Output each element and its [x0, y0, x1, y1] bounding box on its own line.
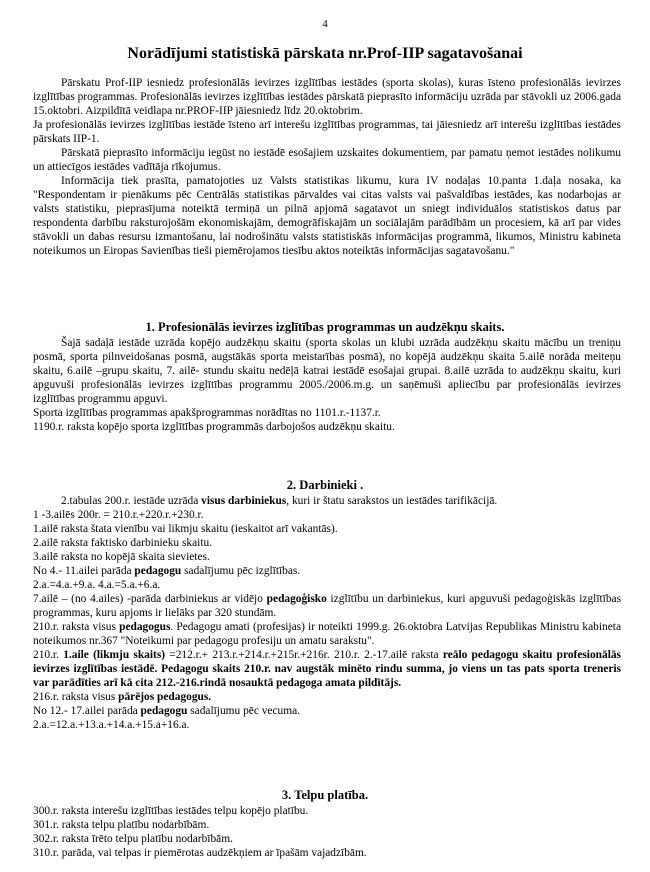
bold-run: visus darbiniekus [201, 495, 287, 507]
text-run: 210.r. [33, 649, 64, 661]
section-2-line-2: 1 -3.ailēs 200r. = 210.r.+220.r.+230.r. [33, 509, 204, 521]
section-2-line-12 [33, 704, 621, 718]
section-1-line-2: Sporta izglītības programmas apakšprogrammas norādītas no 1101.r.-1137.r. [33, 407, 381, 419]
section-3-heading: 3. Telpu platība. [281, 788, 369, 802]
bold-run: reālo pedagogu skaitu profesionālās ievirzes izglītības iestādē. Pedagogu skaits 210.r. nav augstāk minēto rindu summa, jo viens un tas pats sporta treneris var parādīties arī kā cita 212.-216.rindā nosauktā pedagoga amata pildītājs. [33, 649, 621, 689]
text-run: , kuri ir štatu sarakstos un iestādes tarifikācijā. [286, 495, 498, 507]
section-2-line-10 [33, 648, 621, 690]
text-run: 7.ailē – (no 4.ailes) -parāda darbiniekus ar vidējo [33, 593, 267, 605]
section-2-line-3: 1.ailē raksta štata vienību vai likmju skaitu (ieskaitot arī vakantās). [33, 523, 338, 535]
section-2-body [33, 494, 621, 732]
section-1-heading: 1. Profesionālās ievirzes izglītības programmas un audzēkņu skaits. [145, 320, 505, 334]
section-1-line-3: 1190.r. raksta kopējo sporta izglītības programmās darbojošos audzēkņu skaitu. [33, 421, 395, 433]
section-2-line-5: 3.ailē raksta no kopējā skaita sievietes. [33, 551, 210, 563]
section-3-line-4: 310.r. parāda, vai telpas ir piemērotas audzēkņiem ar īpašām vajadzībām. [33, 847, 367, 859]
intro-paragraph-4: Informācija tiek prasīta, pamatojoties uz Valsts statistikas likumu, kura IV nodaļas 10.panta 1.daļa nosaka, ka "Respondentam ir pienākums pēc Centrālās statistikas pārvaldes vai citas valsts vai pašvaldības iestādes, kas nodarbojas ar valsts statistiku, pieprasījuma noteiktā termiņā un pilnā apjomā sagatavot un sniegt individuālos statistiskos datus par respondenta darbību raksturojošām ekonomiskajām, demogrāfiskajām un sociālajām parādībām un procesiem, kā arī par vides stāvokli un dabas resursu izmantošanu, lai nodrošinātu valsts statistiskās informācijas programmā, likumos, Ministru kabineta noteikumos un Eiropas Savienības tieši piemērojamos tiesību aktos noteiktās informācijas sagatavošanu." [33, 175, 621, 257]
section-1-body [33, 336, 621, 434]
text-run: No 12.- 17.ailei parāda [33, 705, 141, 717]
text-run: . Pedagogu amati (profesijas) ir noteikti 1999.g. 26.oktobra Latvijas Republikas Ministru kabineta noteikumos nr.367 "Noteikumi par pedagogu profesiju un amatu sarakstu". [33, 621, 622, 647]
text-run: 216.r. raksta visus [33, 691, 119, 703]
bold-run: pedagogu [134, 565, 182, 577]
bold-run: pārējos pedagogus. [118, 691, 212, 703]
section-2-line-7: 2.a.=4.a.+9.a. 4.a.=5.a.+6.a. [33, 579, 161, 591]
text-run: No 4.- 11.ailei parāda [33, 565, 135, 577]
bold-run: pedagogu [140, 705, 188, 717]
text-run: 210.r. raksta visus [33, 621, 120, 633]
text-run: 2.tabulas 200.r. iestāde uzrāda [61, 495, 202, 507]
section-3-line-3: 302.r. raksta īrēto telpu platību nodarbībām. [33, 833, 233, 845]
section-2-line-13: 2.a.=12.a.+13.a.+14.a.+15.a+16.a. [33, 719, 190, 731]
intro-paragraph-1: Pārskatu Prof-IIP iesniedz profesionālās ievirzes izglītības iestādes (sporta skolas), kuras īsteno profesionālās ievirzes izglītības programmas. Profesionālās ievirzes izglītības iestādes pārskatā pieprasīto informāciju uzrāda par stāvokli uz 2006.gada 15.oktobri. Aizpildītā veidlapa nr.PROF-IIP jāiesniedz līdz 20.oktobrim. [33, 77, 622, 117]
section-2-line-11 [33, 690, 621, 704]
section-3-body [33, 804, 621, 860]
intro-paragraph-3: Pārskatā pieprasīto informāciju iegūst no iestādē esošajiem uzskaites dokumentiem, par pamatu ņemot iestādes nolikumu un attiecīgos iestādes vadītāja rīkojumus. [33, 147, 621, 173]
section-3-line-1: 300.r. raksta interešu izglītības iestādes telpu kopējo platību. [33, 805, 309, 817]
text-run: sadalījumu pēc izglītības. [181, 565, 301, 577]
text-run: sadalījumu pēc vecuma. [187, 705, 300, 717]
page-title: Norādījumi statistiskā pārskata nr.Prof-IIP sagatavošanai [127, 45, 523, 62]
section-3-line-2: 301.r. raksta telpu platību nodarbībām. [33, 819, 210, 831]
section-2-line-8 [33, 592, 621, 620]
text-run: izglītību un darbiniekus, kuri apguvuši pedagoģiskās izglītības programmas, kuru apjoms ir lielāks par 320 stundām. [33, 593, 621, 619]
section-2-line-9 [33, 620, 621, 648]
section-2-line-6 [33, 564, 621, 578]
section-2-line-1 [33, 494, 621, 508]
text-run: =212.r.+ 213.r.+214.r.+215r.+216r. 210.r. 2.-17.ailē raksta [165, 649, 443, 661]
section-2-heading: 2. Darbinieki . [286, 478, 364, 492]
section-1-paragraph: Šajā sadaļā iestāde uzrāda kopējo audzēkņu skaitu (sporta skolas un klubi uzrāda audzēkņu skaitu mācību un treniņu posmā, sporta pilnveidošanas posmā, augstākās sporta meistarības posmā), no kopējā audzēkņu skaita 5.ailē norāda meiteņu skaitu, 6.ailē –grupu skaitu, 7. ailē- stundu skaitu nedēļā katrai iestādē esošajai grupai. 8.ailē uzrāda to audzēkņu skaitu, kuri apguvuši profesionālās ievirzes izglītības programmu 2005./2006.m.g. un saņēmuši apliecību par profesionālās ievirzes izglītības programmu apguvi. [33, 337, 621, 405]
bold-run: pedagogus [119, 621, 171, 633]
page-number: 4 [322, 18, 328, 30]
bold-run: pedagoģisko [266, 593, 327, 605]
bold-run: 1.aile (likmju skaits) [63, 649, 166, 661]
section-2-line-4: 2.ailē raksta faktisko darbinieku skaitu. [33, 537, 213, 549]
intro-paragraph-2: Ja profesionālās ievirzes izglītības iestāde īsteno arī interešu izglītības programmas, tai jāiesniedz arī interešu izglītības iestādes pārskats IIP-1. [33, 119, 621, 145]
intro-section [33, 76, 621, 258]
